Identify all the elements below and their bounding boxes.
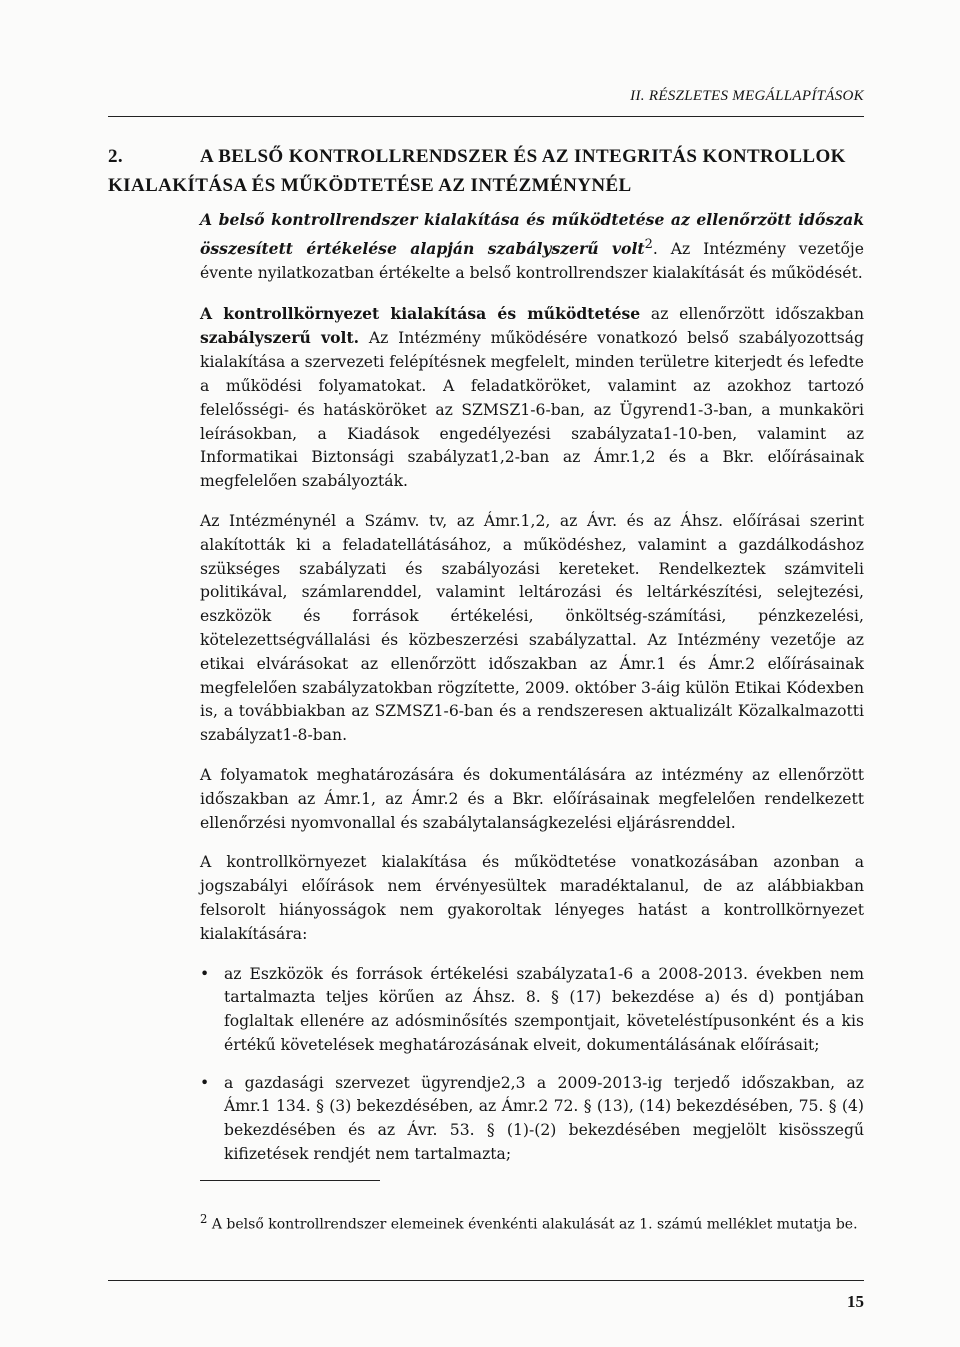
paragraph-1-text: . Az Intézmény vezetője évente nyilatkozatban értékelte a belső kontrollrendszer kialakítását és működését.: [200, 239, 864, 282]
paragraph-5: A kontrollkörnyezet kialakítása és működtetése vonatkozásában azonban a jogszabályi előírások nem érvényesültek maradéktalanul, de az alábbiakban felsorolt hiányosságok nem gyakoroltak lényeges hatást a kontrollkörnyezet kialakítására:: [200, 853, 864, 943]
main-text: [200, 208, 864, 1181]
deficiency-list: [200, 963, 864, 1167]
footer-rule: [108, 1280, 864, 1281]
footnote-text: A belső kontrollrendszer elemeinek évenkénti alakulását az 1. számú melléklet mutatja be.: [211, 1216, 858, 1233]
paragraph-1-lead: A belső kontrollrendszer kialakítása és működtetése az ellenőrzött időszak összesített értékelése alapján szabályszerű volt: [200, 210, 864, 258]
list-item: • az Eszközök és források értékelési szabályzata1-6 a 2008-2013. években nem tartalmazta teljes körűen az Áhsz. 8. § (17) bekezdése a) és d) pontjában foglaltak ellenére az adósminősítés szempontjait, követeléstípusonként és a kis értékű követelések meghatározásának elveit, dokumentálásának előírásait;: [200, 963, 864, 1058]
paragraph-2-text: Az Intézmény működésére vonatkozó belső szabályozottság kialakítása a szervezeti felépítésnek megfelelt, minden területre kiterjedt és lefedte a működési folyamatokat. A feladatköröket, valamint az azokhoz tartozó felelősségi- és hatásköröket az SZMSZ1-6-ban, az Ügyrend1-3-ban, a munkaköri leírásokban, a Kiadások engedélyezési szabályzata1-10-ben, valamint az Informatikai Biztonsági szabályzat1,2-ban az Ámr.1,2 és a Bkr. előírásainak megfelelően szabályozták.: [200, 329, 864, 491]
section-number: 2.: [108, 146, 124, 167]
list-item: • a gazdasági szervezet ügyrendje2,3 a 2009-2013-ig terjedő időszakban, az Ámr.1 134. § (3) bekezdésében, az Ámr.2 72. § (13), (14) bekezdésében, 75. § (4) bekezdésében és az Ávr. 53. § (1)-(2) bekezdésében megjelölt kisösszegű kifizetések rendjét nem tartalmazta;: [200, 1072, 864, 1167]
running-header-text: II. RÉSZLETES MEGÁLLAPÍTÁSOK: [630, 88, 864, 104]
paragraph-2-lead-2: szabályszerű volt.: [200, 328, 360, 348]
footnote-mark: 2: [200, 1212, 208, 1226]
paragraph-3: Az Intézménynél a Számv. tv, az Ámr.1,2, az Ávr. és az Áhsz. előírásai szerint alakították ki a feladatellátásához, a működéshez, valamint a gazdálkodáshoz szükséges szabályzati és szabályozási kereteket. Rendelkeztek számviteli politikával, számlarenddel, valamint leltározási és leltárkészítési, selejtezési, eszközök és források értékelési, önköltség-számítási, pénzkezelési, kötelezettségvállalási és közbeszerzési szabályzattal. Az Intézmény vezetője az etikai elvárásokat az ellenőrzött időszakban az Ámr.1 és Ámr.2 előírásainak megfelelően szabályzatokban rögzítette, 2009. október 3-áig külön Etikai Kódexben is, a továbbiakban az SZMSZ1-6-ban és a rendszeresen aktualizált Közalkalmazotti szabályzat1-8-ban.: [200, 511, 864, 745]
running-header: [108, 86, 864, 117]
section-title: A BELSŐ KONTROLLRENDSZER ÉS AZ INTEGRITÁS KONTROLLOK KIALAKÍTÁSA ÉS MŰKÖDTETÉSE AZ INTÉZMÉNYNÉL: [108, 146, 846, 196]
footnote: [200, 1208, 864, 1236]
paragraph-2: [200, 302, 864, 494]
section-heading: [108, 142, 868, 200]
paragraph-2-lead-normal: az ellenőrzött időszakban: [640, 304, 864, 323]
page-number: 15: [847, 1292, 864, 1311]
footnote-separator: [200, 1180, 380, 1181]
paragraph-4: A folyamatok meghatározására és dokumentálására az intézmény az ellenőrzött időszakban az Ámr.1, az Ámr.2 és a Bkr. előírásainak megfelelően rendelkezett ellenőrzési nyomvonallal és szabálytalanságkezelési eljárásrenddel.: [200, 765, 864, 832]
paragraph-2-lead: A kontrollkörnyezet kialakítása és működtetése: [200, 303, 641, 323]
footnote-reference: 2: [644, 236, 653, 252]
paragraph-1: [200, 208, 864, 286]
